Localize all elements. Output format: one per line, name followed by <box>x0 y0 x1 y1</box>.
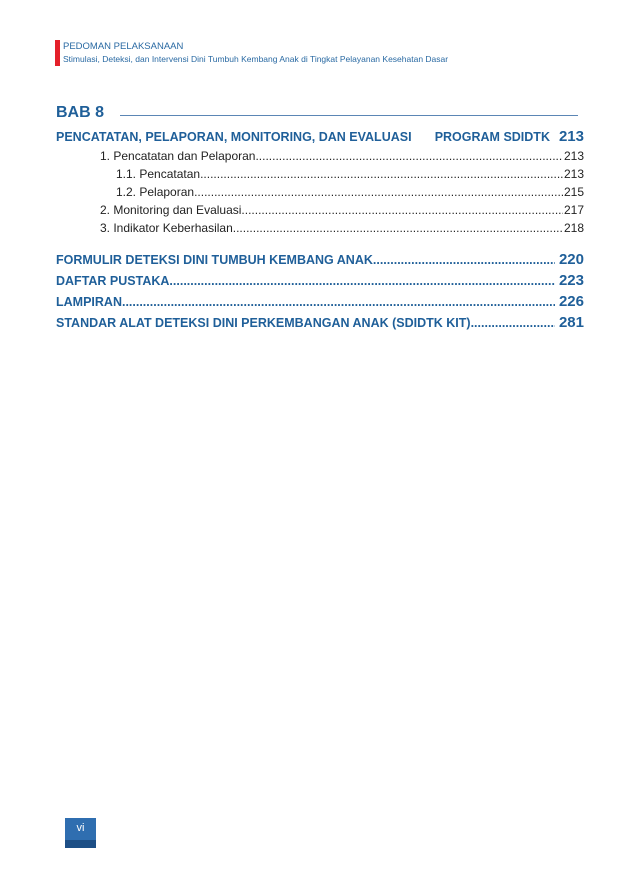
toc-entry-label: 2. Monitoring dan Evaluasi <box>100 203 242 217</box>
toc-entry-page: 213 <box>563 149 584 163</box>
page-number: vi <box>76 822 85 834</box>
toc-entry[interactable] <box>116 185 584 199</box>
toc-chapter-entry[interactable] <box>56 128 584 145</box>
toc-entry-label: 1.2. Pelaporan <box>116 185 195 199</box>
toc-entry-page: 215 <box>563 185 584 199</box>
toc-leader-dots <box>169 274 555 288</box>
toc-entry[interactable] <box>116 167 584 181</box>
page-number-box-shadow <box>65 840 96 848</box>
toc-major-page: 223 <box>558 272 584 289</box>
chapter-rule <box>120 115 578 116</box>
toc-leader-dots <box>200 167 563 181</box>
toc-major-label: LAMPIRAN <box>56 295 122 309</box>
toc-leader-dots <box>194 185 563 199</box>
chapter-label: BAB 8 <box>56 104 105 121</box>
toc-entry[interactable] <box>100 149 584 163</box>
toc-major-label: STANDAR ALAT DETEKSI DINI PERKEMBANGAN ANAK (SDIDTK KIT) <box>56 316 471 330</box>
toc-entry-page: 217 <box>563 203 584 217</box>
toc-major-label: DAFTAR PUSTAKA <box>56 274 170 288</box>
toc-major-page: 220 <box>558 251 584 268</box>
toc-major-label: FORMULIR DETEKSI DINI TUMBUH KEMBANG ANAK <box>56 253 373 267</box>
toc-major-entry[interactable] <box>56 293 584 310</box>
toc-entry-label: 1. Pencatatan dan Pelaporan <box>100 149 256 163</box>
toc-entry[interactable] <box>100 203 584 217</box>
toc-entry-label: 3. Indikator Keberhasilan <box>100 221 233 235</box>
header-accent-bar <box>55 40 60 66</box>
toc-entry-page: 213 <box>563 167 584 181</box>
toc-major-entry[interactable] <box>56 251 584 268</box>
toc-entry-label: 1.1. Pencatatan <box>116 167 201 181</box>
chapter-title-left: PENCATATAN, PELAPORAN, MONITORING, DAN EVALUASI <box>56 130 412 144</box>
toc-leader-dots <box>241 203 563 217</box>
chapter-title-right: PROGRAM SDIDTK <box>434 130 550 144</box>
toc-major-page: 281 <box>558 314 584 331</box>
toc-entry[interactable] <box>100 221 584 235</box>
toc-entry-page: 218 <box>563 221 584 235</box>
toc-major-entry[interactable] <box>56 272 584 289</box>
header-subtitle: Stimulasi, Deteksi, dan Intervensi Dini Tumbuh Kembang Anak di Tingkat Pelayanan Kesehatan Dasar <box>63 54 449 64</box>
toc-major-page: 226 <box>558 293 584 310</box>
toc-leader-dots <box>122 295 555 309</box>
chapter-page: 213 <box>558 128 584 145</box>
toc-leader-dots <box>255 149 563 163</box>
toc-major-entry[interactable] <box>56 314 584 331</box>
header-title: PEDOMAN PELAKSANAAN <box>63 41 184 52</box>
toc-leader-dots <box>373 253 555 267</box>
toc-leader-dots <box>233 221 563 235</box>
toc-leader-dots <box>471 316 555 330</box>
